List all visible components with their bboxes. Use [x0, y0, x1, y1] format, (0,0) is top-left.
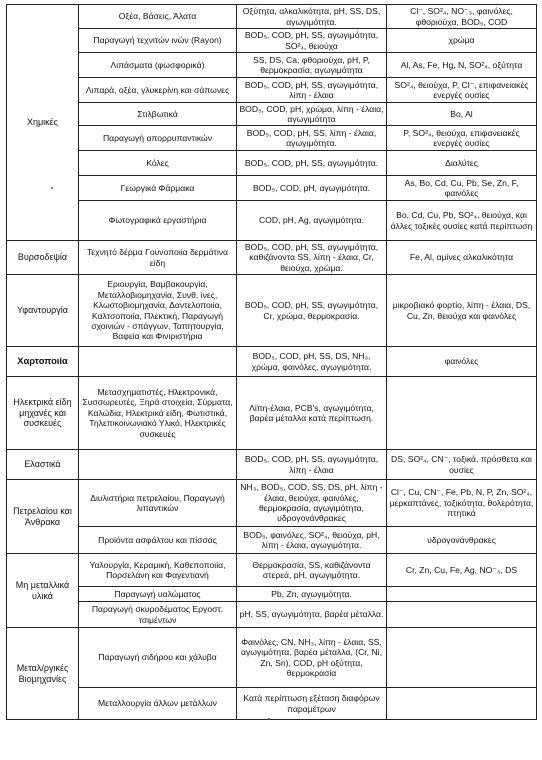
parameters-cell: COD, pH, Ag, αγωγιμότητα.	[237, 201, 387, 241]
process-cell: Κόλες	[79, 151, 237, 176]
process-cell: Προϊόντα ασφάλτου και πίσσας	[79, 527, 237, 554]
category-cell: Χημικές	[7, 5, 79, 241]
table-row	[7, 5, 537, 29]
parameters-cell: NH₃, BOD₅, COD, SS, DS, pH, λίπη - έλαια, θειούχα, φαινόλες, θερμοκρασία, αγωγιμότητα, υδρογονάνθρακες	[237, 480, 387, 527]
table-row	[7, 688, 537, 720]
category-cell: Χαρτοποιία	[7, 347, 79, 377]
process-cell: Διυλιστήρια πετρελαίου, Παραγωγή λιπαντικών	[79, 480, 237, 527]
pollutants-cell: φαινόλες	[387, 347, 537, 377]
category-cell: Πετρελαίου και Άνθρακα	[7, 480, 79, 554]
parameters-cell: Φαινόλες, CN, NH₃, λίπη - έλαια, SS, αγωγιμότητα, βαρέα μέταλλα, (Cr, Ni, Zn, Sn), COD, pH οξύτητα, θερμοκρασία	[237, 628, 387, 688]
process-cell: Παραγωγή σκυροδέματος Εργοστ. τσιμέντων	[79, 602, 237, 628]
category-cell: Ελαστικά	[7, 450, 79, 480]
category-cell: Μη μεταλλικά υλικά	[7, 554, 79, 628]
table-row	[7, 78, 537, 103]
pollutants-cell: Bo, Cd, Cu, Pb, SO²₄, θειούχα, και άλλες τοξικές ουσίες κατά περίπτωση	[387, 201, 537, 241]
pollutants-cell	[387, 587, 537, 602]
process-cell	[79, 450, 237, 480]
pollutants-cell: P, SO²₄, θειούχα, επιφανειακές ενεργές ουσίες	[387, 126, 537, 151]
parameters-cell: Θερμοκρασία, SS, καθιζάνοντα στερεά, pH, αγωγιμότητα.	[237, 554, 387, 587]
table-row	[7, 103, 537, 126]
process-cell: Υαλουργία, Κεραμική, Καθεποποιία, Πορσελάνη και Φαγεντιανή	[79, 554, 237, 587]
process-cell: Τεχνητό δέρμα Γουνοποιία δερμάτινα είδη	[79, 241, 237, 275]
pollutants-cell: Fe, Al, αμίνες αλκαλικότητα	[387, 241, 537, 275]
scan-speck	[268, 718, 270, 720]
parameters-cell: Pb, Zn, αγωγιμότητα.	[237, 587, 387, 602]
parameters-cell: BOD₅, COD, pH, SS, αγωγιμότητα, λίπη - έλαια	[237, 78, 387, 103]
table-row	[7, 29, 537, 53]
pollutants-cell	[387, 377, 537, 450]
pollutants-cell: Al, As, Fe, Hg, N, SO²₄, οξύτητα	[387, 53, 537, 78]
table-row	[7, 347, 537, 377]
pollutants-cell	[387, 628, 537, 688]
parameters-cell: BOD₅, COD, pH, χρώμα, λίπη - έλαια, αγωγιμότητα	[237, 103, 387, 126]
table-row	[7, 554, 537, 587]
parameters-cell: BOD₅, COD, pH, SS, αγωγιμότητα, Cr, χρώμα, θερμοκρασία.	[237, 275, 387, 347]
scan-speck	[51, 187, 53, 189]
pollutants-cell: Bo, Al	[387, 103, 537, 126]
parameters-cell: BOD₅, φαινόλες, SO²₄, θειούχα, pH, λίπη - έλαια, αγωγιμότητα.	[237, 527, 387, 554]
parameters-cell: Οξύτητα, αλκαλικότητα, pH, SS, DS, αγωγιμότητα.	[237, 5, 387, 29]
category-cell: Μεταλ/ργικές Βιομηχανίες	[7, 628, 79, 720]
process-cell: Παραγωγή σιδήρου και χάλυβα	[79, 628, 237, 688]
table-row	[7, 450, 537, 480]
pollutants-cell: Cl⁻, SO²₄, NO⁻₃, φαινόλες, φθοριούχα, BOD₅, COD	[387, 5, 537, 29]
pollutants-cell: Cl⁻, Cu, CN⁻, Fe, Pb, N, P, Zn, SO²₄, μερκαπτάνες, τοξικότητα, θολερότητα, πτητικά	[387, 480, 537, 527]
category-cell: Ηλεκτρικά είδη μηχανές και συσκευές	[7, 377, 79, 450]
pollutants-cell: As, Bo, Cd, Cu, Pb, Se, Zn, F, φαινόλες	[387, 176, 537, 201]
pollutants-cell: χρώμα	[387, 29, 537, 53]
table-row	[7, 151, 537, 176]
process-cell: Μεταλλουργία άλλων μετάλλων	[79, 688, 237, 720]
pollutants-cell	[387, 602, 537, 628]
process-cell: Στιλβωτικά	[79, 103, 237, 126]
table-row	[7, 527, 537, 554]
process-cell: Λιπαρά, οξέα, γλυκερίνη και σάπωνες	[79, 78, 237, 103]
pollutants-cell: DS, SO²₄, CN⁻, τοξικά, πρόσθετα και ουσίες	[387, 450, 537, 480]
process-cell: Γεωργικά Φάρμακα	[79, 176, 237, 201]
table-row	[7, 275, 537, 347]
pollutants-cell: Διαλύτες	[387, 151, 537, 176]
parameters-cell: BOD₅, COD, pH, SS, αγωγιμότητα, καθιζάνοντα SS, λίπη - έλαια, Cr, θειούχα, χρώμα.	[237, 241, 387, 275]
parameters-cell: Λίπη-έλαια, PCB's, αγωγιμότητα, βαρέα μέταλλα κατά περίπτωση.	[237, 377, 387, 450]
pollutants-cell: μικροβιακό φορτίο, λίπη - έλαια, DS, Cu, Zn, θειούχα και φαινόλες	[387, 275, 537, 347]
table-row	[7, 628, 537, 688]
pollutants-cell: υδρογονάνθρακες	[387, 527, 537, 554]
category-cell: Υφαντουργία	[7, 275, 79, 347]
table-row	[7, 602, 537, 628]
parameters-cell: BOD₅, COD, pH, SS, αγωγιμότητα.	[237, 151, 387, 176]
process-cell: Εριουργία, Βαμβακουργία, Μεταλλοβιομηχανία, Συνθ. ίνες, Κλωστοβιομηχανία, Δαντελοποιία, Καλτσοποιία, Πλεκτική, Παραγωγή σχοινιών - σπάγγων, Ταπητουργία, Βαφεία και Φινιριστήρια	[79, 275, 237, 347]
parameters-cell: Κατά περίπτωση εξέταση διαφόρων παραμέτρων	[237, 688, 387, 720]
table-row	[7, 587, 537, 602]
process-cell: Παραγωγή τεχνιτών ινών (Rayon)	[79, 29, 237, 53]
table-row	[7, 377, 537, 450]
category-cell: Βυρσοδεψία	[7, 241, 79, 275]
parameters-cell: pH, SS, αγωγιμότητα, βαρέα μέταλλα.	[237, 602, 387, 628]
process-cell: Λιπάσματα (φωσφορικά)	[79, 53, 237, 78]
table-row	[7, 126, 537, 151]
parameters-cell: BOD₅, COD, pH, SS, αγωγιμότητα, λίπη - έλαια	[237, 450, 387, 480]
table-row	[7, 176, 537, 201]
pollutant-parameters-table	[6, 4, 537, 720]
pollutants-cell	[387, 688, 537, 720]
table-row	[7, 480, 537, 527]
parameters-cell: SS, DS, Ca, φθοριούχα, pH, P, θερμοκρασία, αγωγιμότητα	[237, 53, 387, 78]
process-cell: Οξέα, Βάσεις, Άλατα	[79, 5, 237, 29]
pollutants-cell: SO²₄, θειούχα, P, Cl⁻, επιφανειακές ενεργές ουσίες	[387, 78, 537, 103]
pollutants-cell: Cr, Zn, Cu, Fe, Ag, NO⁻₃, DS	[387, 554, 537, 587]
parameters-cell: BOD₅, COD, pH, SS, λίπη - έλαια, αγωγιμότητα.	[237, 126, 387, 151]
parameters-cell: BOD₅, COD, pH, SS, DS, NH₃, χρώμα, φαινόλες, αγωγιμότητα.	[237, 347, 387, 377]
parameters-cell: BOD₅, COD, pH, αγωγιμότητα.	[237, 176, 387, 201]
table-body	[7, 5, 537, 720]
process-cell	[79, 347, 237, 377]
table-row	[7, 201, 537, 241]
table-row	[7, 241, 537, 275]
process-cell: Παραγωγή απορρυπαντικών	[79, 126, 237, 151]
parameters-cell: BOD₅, COD, pH, SS, αγωγιμότητα, SO²₄, θειούχα	[237, 29, 387, 53]
table-row	[7, 53, 537, 78]
process-cell: Φωτογραφικά εργαστήρια	[79, 201, 237, 241]
process-cell: Παραγωγή υαλώματος	[79, 587, 237, 602]
process-cell: Μετασχηματιστές, Ηλεκτρονικά, Συσσωρευτές, Ξηρά στοιχεία, Σύρματα, Καλώδια, Ηλεκτρικά είδη, Φωτιστικά, Τηλεπικοινωνιακό Υλικό, Ηλεκτρικές συσκευές	[79, 377, 237, 450]
